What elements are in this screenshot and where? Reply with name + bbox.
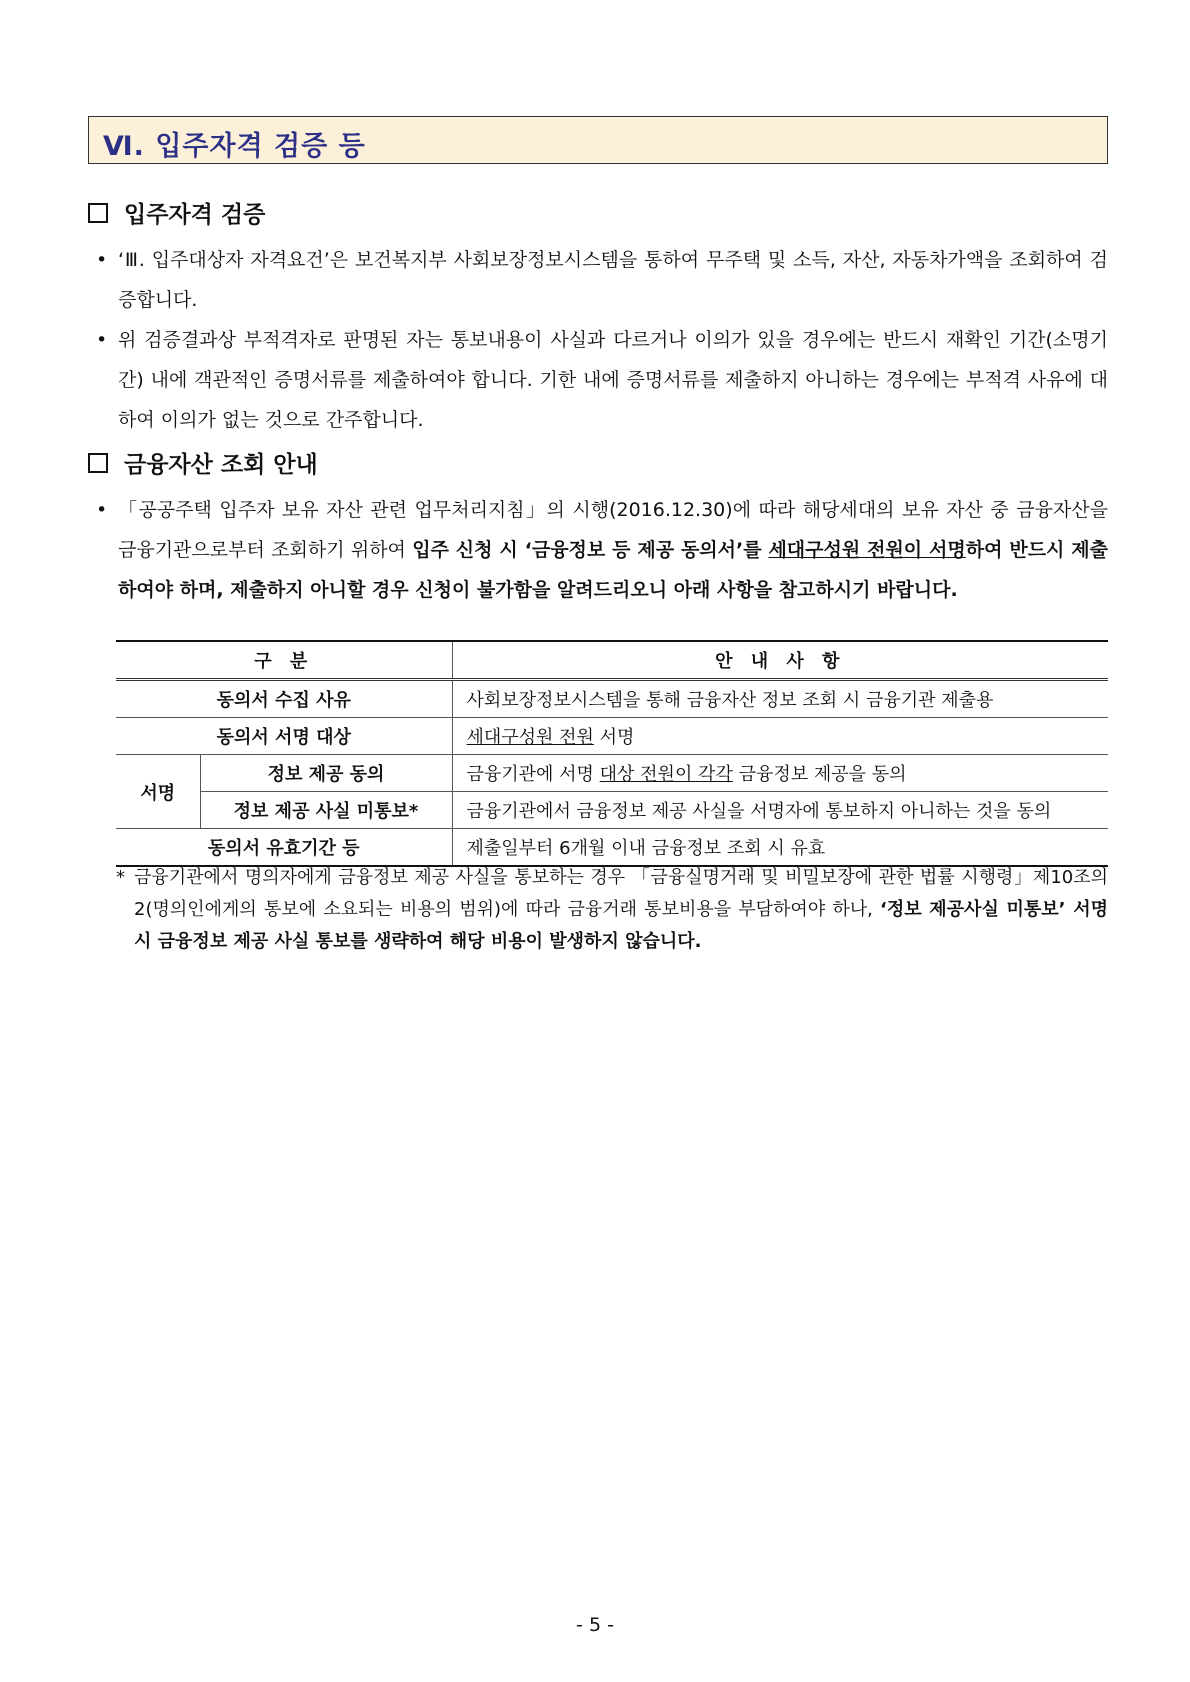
bullet-icon: •	[96, 329, 108, 351]
consent-info-table	[116, 640, 1108, 867]
table-header-row	[116, 641, 1108, 680]
table-row: 서명 정보 제공 동의 금융기관에 서명 대상 전원이 각각 금융정보 제공을 동의	[116, 755, 1108, 792]
subheading-eligibility: 입주자격 검증	[88, 196, 265, 229]
bullet-eligibility-2: • 위 검증결과상 부적격자로 판명된 자는 통보내용이 사실과 다르거나 이의가 있을 경우에는 반드시 재확인 기간(소명기간) 내에 객관적인 증명서류를 제출하여야 합니다. 기한 내에 증명서류를 제출하지 아니하는 경우에는 부적격 사유에 대하여 이의가 없는 것으로 간주합니다.	[96, 320, 1108, 440]
table-row: 동의서 수집 사유 사회보장정보시스템을 통해 금융자산 정보 조회 시 금융기관 제출용	[116, 680, 1108, 718]
bullet-financial: • 「공공주택 입주자 보유 자산 관련 업무처리지침」의 시행(2016.12.30)에 따라 해당세대의 보유 자산 중 금융자산을 금융기관으로부터 조회하기 위하여 입주 신청 시 ‘금융정보 등 제공 동의서’를 세대구성원 전원이 서명하여 반드시 제출하여야 하며, 제출하지 아니할 경우 신청이 불가함을 알려드리오니 아래 사항을 참고하시기 바랍니다.	[96, 490, 1108, 610]
checkbox-icon	[88, 203, 108, 223]
checkbox-icon	[88, 453, 108, 473]
subheading-financial: 금융자산 조회 안내	[88, 446, 318, 479]
table-row: 정보 제공 사실 미통보* 금융기관에서 금융정보 제공 사실을 서명자에 통보하지 아니하는 것을 동의	[116, 792, 1108, 829]
page-number: - 5 -	[576, 1614, 614, 1636]
bullet-eligibility-1: • ‘Ⅲ. 입주대상자 자격요건’은 보건복지부 사회보장정보시스템을 통하여 무주택 및 소득, 자산, 자동차가액을 조회하여 검증합니다.	[96, 240, 1108, 320]
bullet-icon: •	[96, 499, 108, 521]
header-description: 안 내 사 항	[452, 641, 1108, 680]
section-title: Ⅵ. 입주자격 검증 등	[103, 131, 366, 162]
bullet-icon: •	[96, 249, 108, 271]
table-row: 동의서 서명 대상 세대구성원 전원 서명	[116, 718, 1108, 755]
sign-group-label: 서명	[116, 755, 200, 829]
section-title-box	[88, 116, 1108, 164]
table-row: 동의서 유효기간 등 제출일부터 6개월 이내 금융정보 조회 시 유효	[116, 829, 1108, 867]
header-category: 구 분	[116, 641, 452, 680]
footnote: * 금융기관에서 명의자에게 금융정보 제공 사실을 통보하는 경우 「금융실명거래 및 비밀보장에 관한 법률 시행령」제10조의2(명의인에게의 통보에 소요되는 비용의 범위)에 따라 금융거래 통보비용을 부담하여야 하나, ‘정보 제공사실 미통보’ 서명 시 금융정보 제공 사실 통보를 생략하여 해당 비용이 발생하지 않습니다.	[116, 867, 1108, 952]
